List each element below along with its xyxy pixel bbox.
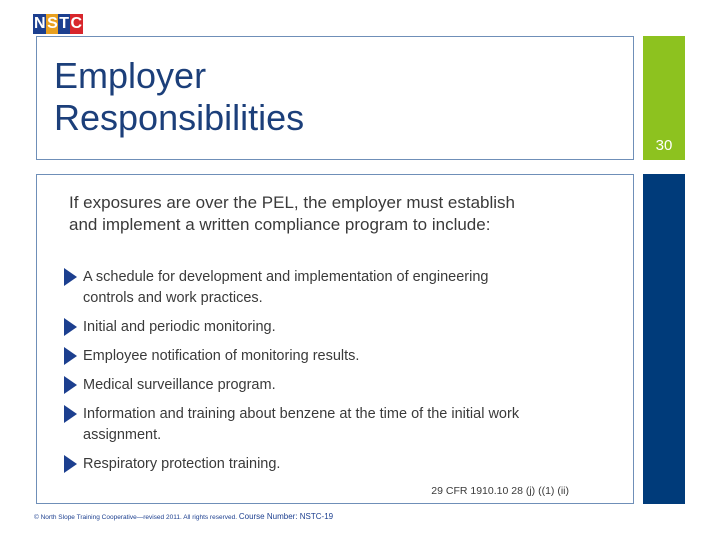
triangle-right-icon bbox=[64, 376, 77, 394]
bullet-item bbox=[63, 375, 533, 396]
bullet-item bbox=[63, 404, 533, 446]
regulation-citation: 29 CFR 1910.10 28 (j) ((1) (ii) bbox=[431, 485, 569, 497]
bullet-list bbox=[63, 267, 533, 483]
bullet-item bbox=[63, 317, 533, 338]
logo-letter-n: N bbox=[34, 15, 46, 32]
nstc-logo bbox=[33, 14, 83, 34]
slide-title-line-1: Employer bbox=[54, 55, 207, 96]
side-accent-bar bbox=[643, 174, 685, 504]
footer bbox=[34, 512, 333, 521]
logo-letter-s: S bbox=[47, 15, 58, 32]
triangle-right-icon bbox=[64, 318, 77, 336]
triangle-right-icon bbox=[64, 405, 77, 423]
triangle-right-icon bbox=[64, 455, 77, 473]
bullet-text: Employee notification of monitoring results. bbox=[83, 348, 360, 364]
bullet-text: Information and training about benzene at the time of the initial work assignment. bbox=[83, 406, 520, 443]
bullet-text: Respiratory protection training. bbox=[83, 456, 281, 472]
intro-text: If exposures are over the PEL, the employer must establish and implement a written compliance program to include: bbox=[69, 193, 516, 234]
bullet-item bbox=[63, 454, 533, 475]
triangle-right-icon bbox=[64, 268, 77, 286]
bullet-item bbox=[63, 267, 533, 309]
slide-title-line-2: Responsibilities bbox=[54, 97, 305, 138]
footer-copyright: © North Slope Training Cooperative—revised 2011. All rights reserved. bbox=[34, 514, 238, 521]
triangle-right-icon bbox=[64, 347, 77, 365]
page-number: 30 bbox=[655, 137, 673, 154]
bullet-text: Medical surveillance program. bbox=[83, 377, 276, 393]
content-panel bbox=[36, 174, 634, 504]
slide-title bbox=[54, 55, 304, 139]
title-panel bbox=[36, 36, 634, 160]
footer-course-number: Course Number: NSTC-19 bbox=[238, 512, 334, 521]
bullet-item bbox=[63, 346, 533, 367]
logo-letter-t: T bbox=[59, 15, 69, 32]
bullet-text: Initial and periodic monitoring. bbox=[83, 319, 276, 335]
logo-letter-c: C bbox=[70, 15, 82, 32]
bullet-text: A schedule for development and implementation of engineering controls and work practices. bbox=[83, 269, 489, 306]
page-number-bar bbox=[643, 36, 685, 160]
